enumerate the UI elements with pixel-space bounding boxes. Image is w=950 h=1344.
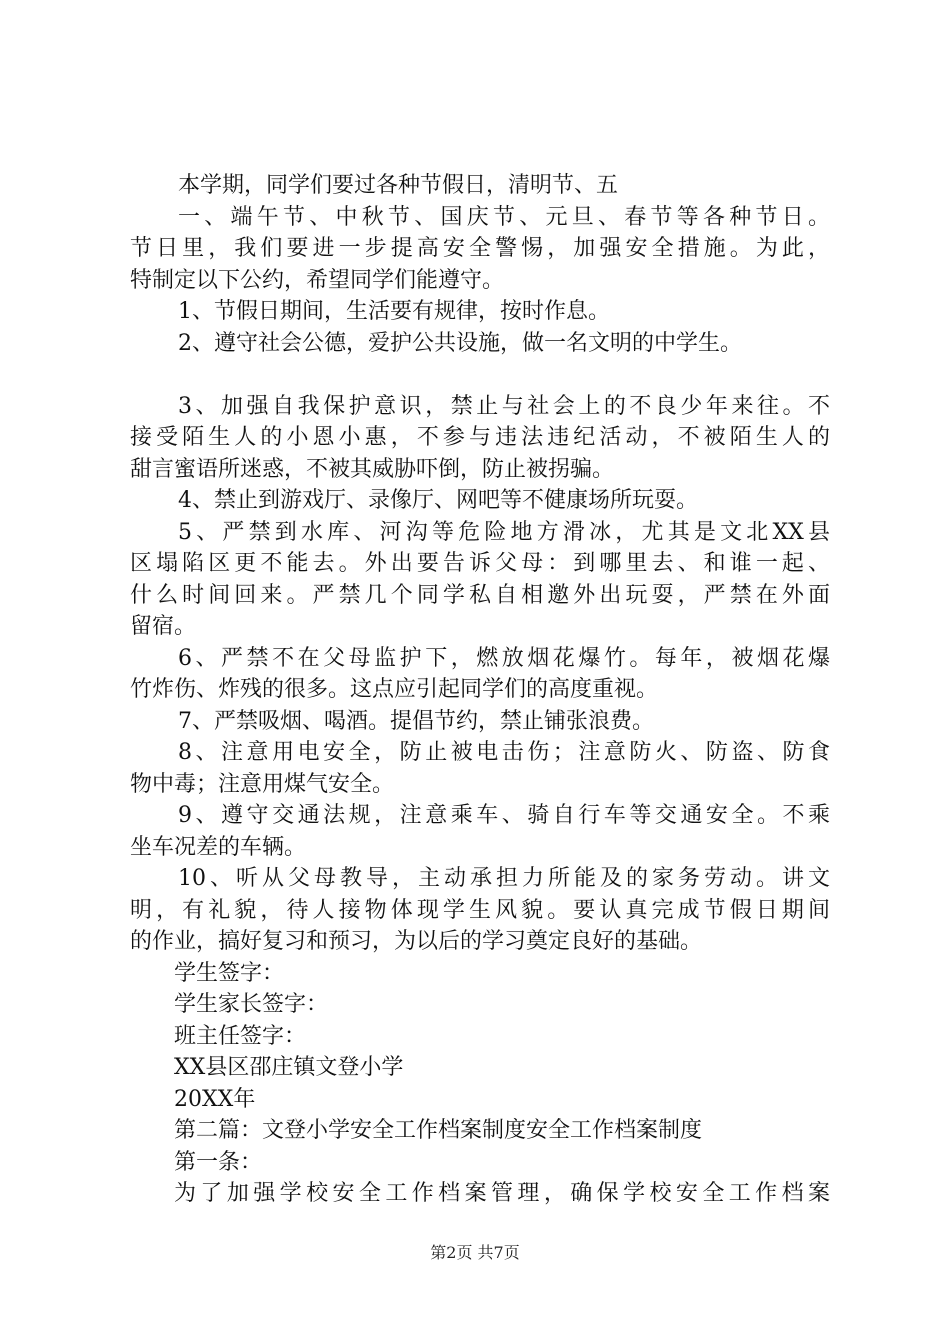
text-line: 区塌陷区更不能去。外出要告诉父母：到哪里去、和谁一起、	[130, 551, 830, 576]
text-line: 8、注意用电安全，防止被电击伤；注意防火、防盗、防食	[178, 740, 830, 765]
text-line: 本学期，同学们要过各种节假日，清明节、五	[178, 173, 619, 198]
text-line: 9、遵守交通法规，注意乘车、骑自行车等交通安全。不乘	[178, 803, 830, 828]
text-line: 竹炸伤、炸残的很多。这点应引起同学们的高度重视。	[130, 677, 659, 702]
text-line: 的作业，搞好复习和预习，为以后的学习奠定良好的基础。	[130, 929, 703, 954]
document-body	[130, 170, 830, 1210]
signature-line-student: 学生签字：	[174, 960, 285, 986]
text-line: 5、严禁到水库、河沟等危险地方滑冰，尤其是文北XX县	[178, 519, 830, 545]
text-line: 特制定以下公约，希望同学们能遵守。	[130, 267, 505, 293]
text-line: 3、加强自我保护意识，禁止与社会上的不良少年来往。不	[178, 393, 830, 419]
text-line: 1、节假日期间，生活要有规律，按时作息。	[178, 299, 610, 324]
text-line: 为了加强学校安全工作档案管理，确保学校安全工作档案	[174, 1181, 830, 1206]
document-year: 20XX年	[174, 1086, 256, 1112]
article-heading: 第一条：	[174, 1149, 263, 1175]
text-line: 2、遵守社会公德，爱护公共设施，做一名文明的中学生。	[178, 330, 742, 356]
school-name: XX县区邵庄镇文登小学	[174, 1055, 404, 1080]
text-line: 10、听从父母教导，主动承担力所能及的家务劳动。讲文	[178, 866, 830, 891]
text-line: 接受陌生人的小恩小惠，不参与违法违纪活动，不被陌生人的	[130, 425, 830, 450]
signature-line-teacher: 班主任签字：	[174, 1023, 307, 1049]
signature-line-parent: 学生家长签字：	[174, 992, 329, 1017]
text-line: 物中毒；注意用煤气安全。	[130, 771, 395, 797]
text-line: 明，有礼貌，待人接物体现学生风貌。要认真完成节假日期间	[130, 897, 830, 923]
text-line: 甜言蜜语所迷惑，不被其威胁吓倒，防止被拐骗。	[130, 456, 615, 482]
text-line: 坐车况差的车辆。	[130, 834, 307, 860]
page-indicator: 第2页 共7页	[430, 1243, 520, 1262]
text-line: 一、端午节、中秋节、国庆节、元旦、春节等各种节日。	[178, 204, 830, 230]
text-line: 4、禁止到游戏厅、录像厅、网吧等不健康场所玩耍。	[178, 488, 698, 513]
text-line: 6、严禁不在父母监护下，燃放烟花爆竹。每年，被烟花爆	[178, 645, 830, 671]
text-line: 7、严禁吸烟、喝酒。提倡节约，禁止铺张浪费。	[178, 708, 654, 734]
text-line: 留宿。	[130, 614, 197, 639]
section-heading: 第二篇：文登小学安全工作档案制度安全工作档案制度	[174, 1118, 703, 1143]
text-line: 什么时间回来。严禁几个同学私自相邀外出玩耍，严禁在外面	[130, 582, 830, 608]
blank-line	[130, 359, 830, 391]
text-line: 节日里，我们要进一步提高安全警惕，加强安全措施。为此，	[130, 236, 830, 261]
